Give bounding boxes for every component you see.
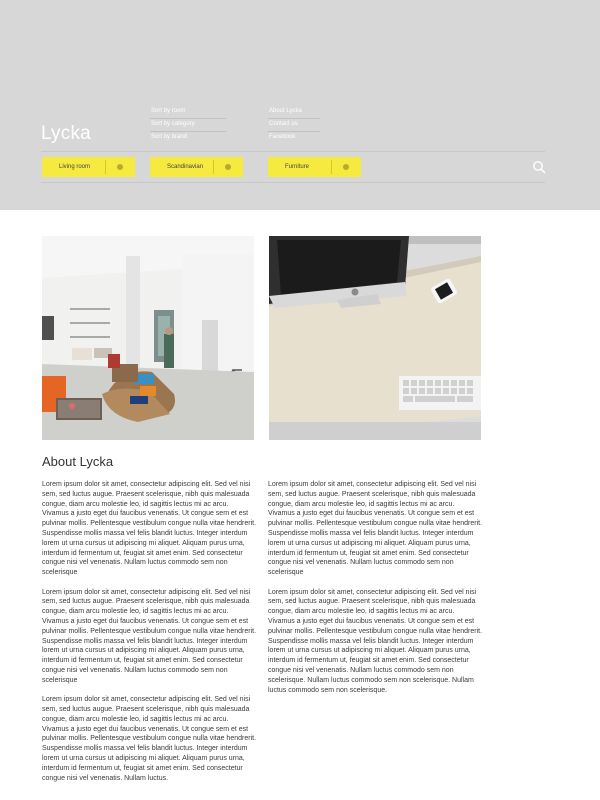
dot-icon [225,164,231,170]
filter-style-select[interactable] [150,157,243,177]
sort-nav [150,106,226,145]
site-logo[interactable]: Lycka [41,123,91,144]
body-text-left [42,480,256,793]
filter-separator [213,160,214,174]
dot-icon [117,164,123,170]
filter-bar-top-divider [41,151,545,152]
filter-style-label: Scandinavian [167,164,204,170]
filter-separator [331,160,332,174]
paragraph: Lorem ipsum dolor sit amet, consectetur adipiscing elit. Sed vel nisi sem, sed luctus augue. Praesent scelerisque, nibh quis malesuada congue, diam arcu molestie leo, id sagittis lectus mi ac arcu. Vivamus a justo eget dui faucibus venenatis. Ut congue sem et est pulvinar mollis. Pellentesque vestibulum congue nulla vitae hendrerit. Suspendisse mollis massa vel felis blandit luctus. Integer interdum lorem ut urna cursus ut adipiscing mi aliquet. Aliquam purus urna, interdum id fermentum ut, feugiat sit amet enim. Sed consectetur congue nisi vel venenatis. Nullam luctus. [42,696,257,782]
nav-facebook[interactable]: Facebook [269,134,296,140]
page-title: About Lycka [42,454,114,469]
search-icon[interactable] [532,160,546,174]
nav-about[interactable]: About Lycka [268,106,320,119]
dot-icon [343,164,349,170]
paragraph: Lorem ipsum dolor sit amet, consectetur adipiscing elit. Sed vel nisi sem, sed luctus augue. Praesent scelerisque, nibh quis malesuada congue, diam arcu molestie leo, id sagittis lectus mi ac arcu. Vivamus a justo eget dui faucibus venenatis. Ut congue sem et est pulvinar mollis. Pellentesque vestibulum congue nulla vitae hendrerit. Suspendisse mollis massa vel felis blandit luctus. Integer interdum lorem ut urna cursus ut adipiscing mi aliquet. Aliquam purus urna, interdum id fermentum ut, feugiat sit amet enim. Sed consectetur congue nisi vel venenatis. Nullam luctus commodo sem non scelerisque [42,588,257,684]
nav-sort-by-category[interactable]: Sort by category [150,119,226,132]
paragraph: Lorem ipsum dolor sit amet, consectetur adipiscing elit. Sed vel nisi sem, sed luctus augue. Praesent scelerisque, nibh quis malesuada congue, diam arcu molestie leo, id sagittis lectus mi ac arcu. Vivamus a justo eget dui faucibus venenatis. Ut congue sem et est pulvinar mollis. Pellentesque vestibulum congue nulla vitae hendrerit. Suspendisse mollis massa vel felis blandit luctus. Integer interdum lorem ut urna cursus ut adipiscing mi aliquet. Aliquam purus urna, interdum id fermentum ut, feugiat sit amet enim. Sed consectetur congue nisi vel venenatis. Nullam luctus commodo sem non scelerisque [42,481,257,577]
filter-room-select[interactable] [42,157,135,177]
living-room-photo[interactable] [42,236,254,440]
filter-category-select[interactable] [268,157,361,177]
filter-room-label: Living room [59,164,91,170]
filter-category-label: Furniture [285,164,310,170]
filter-bar-bottom-divider [41,182,545,183]
info-nav [268,106,320,145]
nav-sort-by-brand[interactable]: Sort by brand [151,134,188,140]
paragraph: Lorem ipsum dolor sit amet, consectetur adipiscing elit. Sed vel nisi sem, sed luctus augue. Praesent scelerisque, nibh quis malesuada congue, diam arcu molestie leo, id sagittis lectus mi ac arcu. Vivamus a justo eget dui faucibus venenatis. Ut congue sem et est pulvinar mollis. Pellentesque vestibulum congue nulla vitae hendrerit. Suspendisse mollis massa vel felis blandit luctus. Integer interdum lorem ut urna cursus ut adipiscing mi aliquet. Aliquam purus urna, interdum id fermentum ut, feugiat sit amet enim. Sed consectetur congue nisi vel venenatis. Nullam luctus commodo sem non scelerisque. Nullam luctus commodo sem non scelerisque. Nullam luctus commodo sem non scelerisque. [268,588,483,694]
nav-contact[interactable]: Contact us [268,119,320,132]
site-header [0,0,600,210]
desk-photo[interactable] [269,236,481,440]
filter-separator [105,160,106,174]
body-text-right [268,480,482,705]
nav-sort-by-room[interactable]: Sort by room [150,106,226,119]
paragraph: Lorem ipsum dolor sit amet, consectetur adipiscing elit. Sed vel nisi sem, sed luctus augue. Praesent scelerisque, nibh quis malesuada congue, diam arcu molestie leo, id sagittis lectus mi ac arcu. Vivamus a justo eget dui faucibus venenatis. Ut congue sem et est pulvinar mollis. Pellentesque vestibulum congue nulla vitae hendrerit. Suspendisse mollis massa vel felis blandit luctus. Integer interdum lorem ut urna cursus ut adipiscing mi aliquet. Aliquam purus urna, interdum id fermentum ut, feugiat sit amet enim. Sed consectetur congue nisi vel venenatis. Nullam luctus commodo sem non scelerisque [268,481,483,577]
